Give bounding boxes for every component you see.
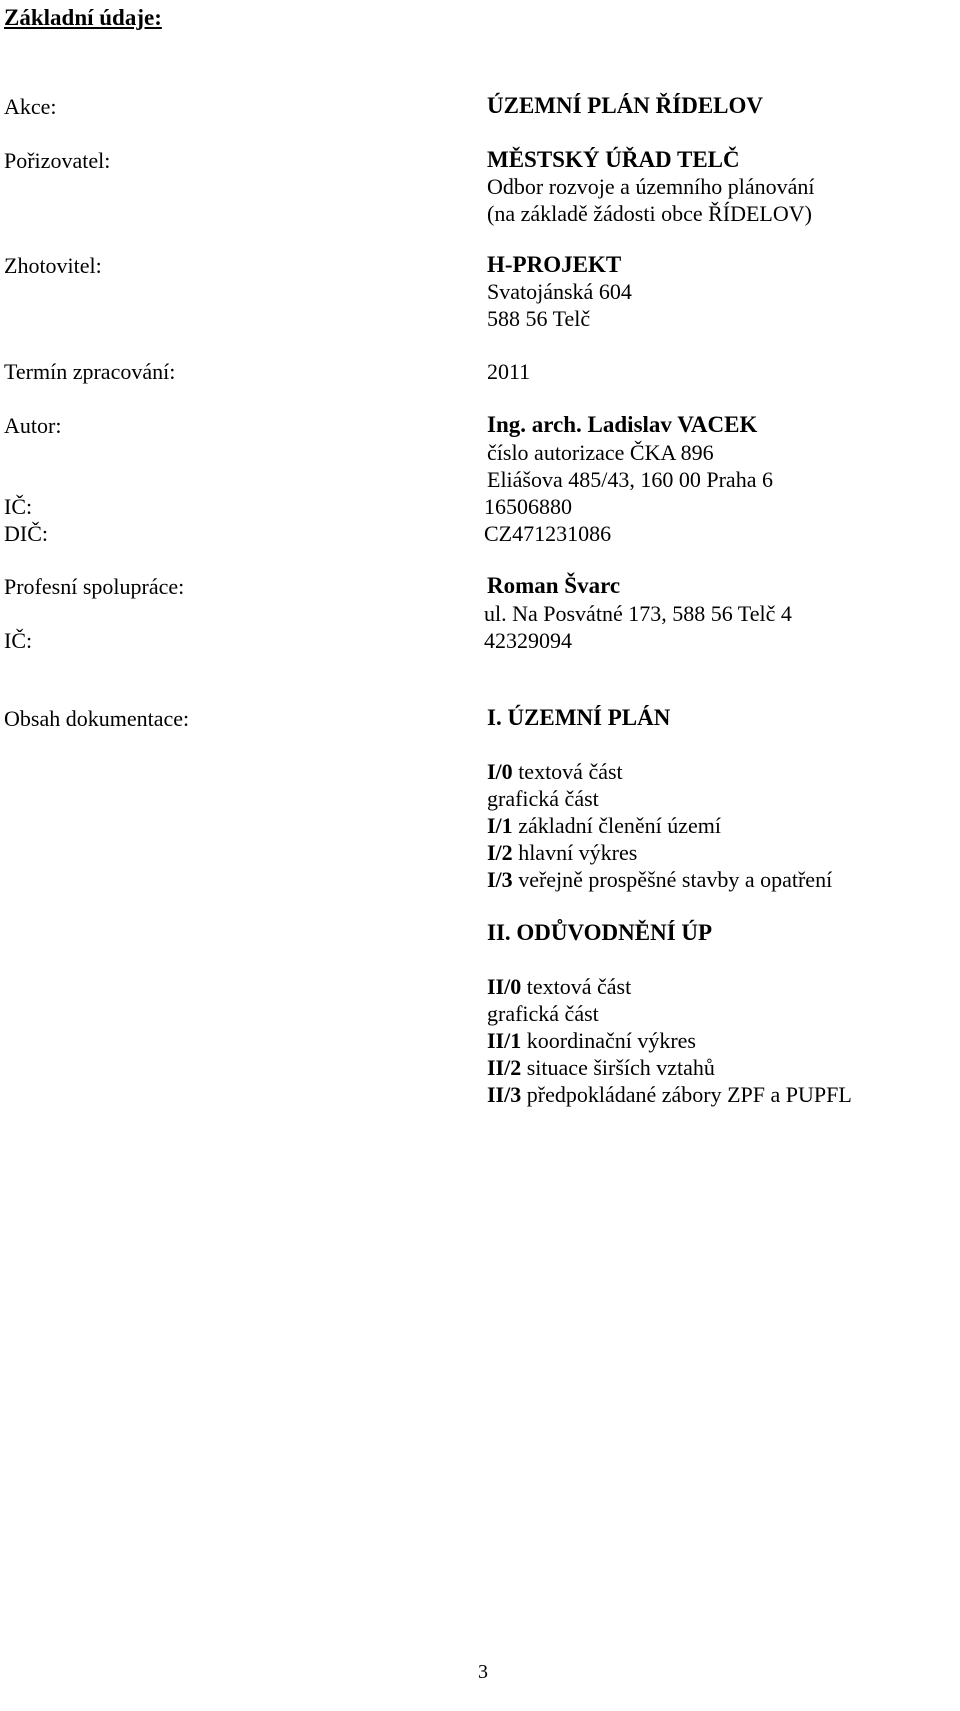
part2-item-code: II/1 xyxy=(487,1028,522,1053)
termin-value: 2011 xyxy=(487,359,531,384)
autor-ic-value: 16506880 xyxy=(484,494,572,519)
part2-item xyxy=(487,973,631,1001)
part1-item xyxy=(487,866,832,894)
obsah-part2-title: II. ODŮVODNĚNÍ ÚP xyxy=(487,920,713,945)
part1-item-text: grafická část xyxy=(487,786,599,811)
page-heading: Základní údaje: xyxy=(4,5,162,30)
zhotovitel-city: 588 56 Telč xyxy=(487,306,591,331)
porizovatel-label: Pořizovatel: xyxy=(4,148,111,173)
part1-item xyxy=(487,758,623,786)
spoluprace-ic-value: 42329094 xyxy=(484,628,572,653)
porizovatel-line2: (na základě žádosti obce ŘÍDELOV) xyxy=(487,201,812,226)
autor-prefix: Ing. arch. xyxy=(487,412,582,437)
spoluprace-ic-label: IČ: xyxy=(4,628,33,653)
obsah-label: Obsah dokumentace: xyxy=(4,706,190,731)
autor-name-line xyxy=(487,411,757,439)
part2-item-code: II/2 xyxy=(487,1055,522,1080)
akce-label: Akce: xyxy=(4,94,57,119)
spoluprace-name: Roman Švarc xyxy=(487,573,621,598)
autor-authorization: číslo autorizace ČKA 896 xyxy=(487,440,714,465)
part1-item-text: veřejně prospěšné stavby a opatření xyxy=(518,867,833,892)
part2-item-text: textová část xyxy=(526,974,632,999)
page-number: 3 xyxy=(478,1661,488,1683)
autor-label: Autor: xyxy=(4,413,62,438)
part1-item-text: textová část xyxy=(518,759,623,784)
autor-dic-label: DIČ: xyxy=(4,521,48,546)
part1-item xyxy=(487,785,599,813)
spoluprace-label: Profesní spolupráce: xyxy=(4,574,185,599)
part2-item xyxy=(487,1054,715,1082)
part2-item xyxy=(487,1081,852,1109)
part2-item-text: předpokládané zábory ZPF a PUPFL xyxy=(526,1082,852,1107)
termin-label: Termín zpracování: xyxy=(4,359,176,384)
part1-item xyxy=(487,839,637,867)
zhotovitel-label: Zhotovitel: xyxy=(4,253,102,278)
autor-dic-value: CZ471231086 xyxy=(484,521,612,546)
part2-item xyxy=(487,1027,696,1055)
part2-item-text: grafická část xyxy=(487,1001,599,1026)
part1-item-text: hlavní výkres xyxy=(518,840,638,865)
spoluprace-address: ul. Na Posvátné 173, 588 56 Telč 4 xyxy=(484,601,792,626)
part1-item-code: I/1 xyxy=(487,813,513,838)
autor-ic-label: IČ: xyxy=(4,494,33,519)
part2-item xyxy=(487,1000,599,1028)
akce-value: ÚZEMNÍ PLÁN ŘÍDELOV xyxy=(487,93,764,118)
part1-item-code: I/0 xyxy=(487,759,513,784)
part1-item-text: základní členění území xyxy=(518,813,721,838)
autor-name: Ladislav VACEK xyxy=(587,412,758,437)
part1-item xyxy=(487,812,721,840)
porizovatel-name: MĚSTSKÝ ÚŘAD TELČ xyxy=(487,147,740,172)
part1-item-code: I/3 xyxy=(487,867,513,892)
part2-item-text: situace širších vztahů xyxy=(526,1055,715,1080)
obsah-part1-title: I. ÚZEMNÍ PLÁN xyxy=(487,705,671,730)
part1-item-code: I/2 xyxy=(487,840,513,865)
zhotovitel-street: Svatojánská 604 xyxy=(487,279,632,304)
part2-item-code: II/0 xyxy=(487,974,522,999)
part2-item-code: II/3 xyxy=(487,1082,522,1107)
zhotovitel-name: H-PROJEKT xyxy=(487,252,622,277)
porizovatel-line1: Odbor rozvoje a územního plánování xyxy=(487,174,815,199)
part2-item-text: koordinační výkres xyxy=(526,1028,696,1053)
autor-address: Eliášova 485/43, 160 00 Praha 6 xyxy=(487,467,773,492)
